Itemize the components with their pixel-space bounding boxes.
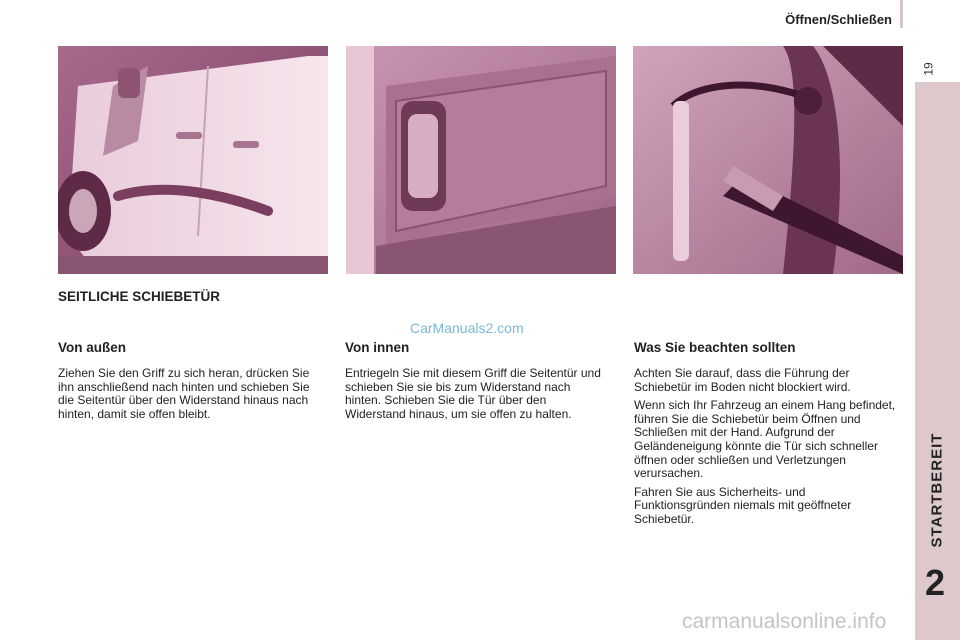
- column-heading: Was Sie beachten sollten: [634, 340, 796, 355]
- page-number: 19: [921, 62, 936, 76]
- watermark-top: CarManuals2.com: [410, 320, 524, 336]
- column-paragraph: Wenn sich Ihr Fahrzeug an einem Hang befindet, führen Sie die Schiebetür beim Öffnen und Schließen mit der Hand. Aufgrund der Geländeneigung könnte die Tür sich schneller öffnen oder schließen und Verletzungen verursachen.: [634, 398, 896, 481]
- header-rule: [900, 0, 903, 28]
- column-notes: [634, 340, 904, 532]
- column-heading: Von außen: [58, 340, 127, 355]
- door-inner-handle-photo: [346, 46, 616, 274]
- van-side-door-photo: [58, 46, 328, 274]
- column-paragraph: Achten Sie darauf, dass die Führung der Schiebetür im Boden nicht blockiert wird.: [634, 366, 851, 394]
- section-title: SEITLICHE SCHIEBETÜR: [58, 289, 221, 304]
- column-paragraph: Ziehen Sie den Griff zu sich heran, drücken Sie ihn anschließend nach hinten und schieben Sie die Seitentür über den Widerstand hinaus nach hinten, damit sie offen bleibt.: [58, 366, 310, 421]
- door-floor-guide-photo: [633, 46, 903, 274]
- chapter-number: 2: [925, 562, 946, 603]
- column-inside: [345, 340, 607, 426]
- page-title: Öffnen/Schließen: [785, 12, 892, 27]
- column-outside: [58, 340, 320, 426]
- column-paragraph: Fahren Sie aus Sicherheits- und Funktionsgründen niemals mit geöffneter Schiebetür.: [634, 484, 852, 526]
- column-heading: Von innen: [345, 340, 410, 355]
- watermark-bottom: carmanualsonline.info: [682, 610, 887, 633]
- chapter-label: STARTBEREIT: [928, 432, 946, 548]
- column-paragraph: Entriegeln Sie mit diesem Griff die Seitentür und schieben Sie sie bis zum Widerstand nach hinten. Schieben Sie die Tür über den Widerstand hinaus, um sie offen zu halten.: [345, 366, 601, 421]
- chapter-sidebar: [915, 82, 960, 640]
